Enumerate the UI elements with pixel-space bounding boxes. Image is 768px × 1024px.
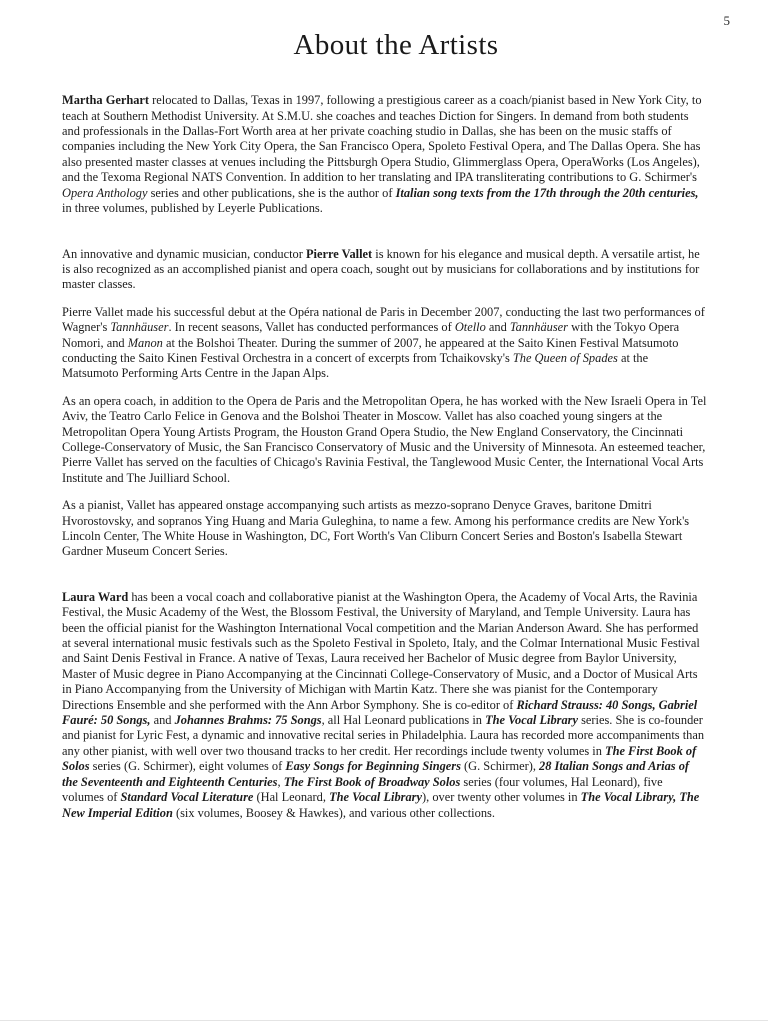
section-pierre-vallet (62, 247, 707, 560)
page-bottom-edge (0, 1020, 768, 1021)
bio-paragraph: Laura Ward has been a vocal coach and collaborative pianist at the Washington Opera, the Academy of Vocal Arts, the Ravinia Festival, the Music Academy of the West, the Blossom Festival, the University of Maryland, and Temple University. Laura has been the official pianist for the Washington International Vocal competition and the Marian Anderson Award. She has performed at several international music festivals such as the Spoleto Festival in Spoleto, Italy, and the Colmar International Music Festival and Saint Denis Festival in France. A native of Texas, Laura received her Bachelor of Music degree from Baylor University, Master of Music degree in Piano Accompanying at the Cincinnati College-Conservatory of Music, and a Doctor of Musical Arts in Piano Accompanying from the University of Michigan with Martin Katz. There she was pianist for the Contemporary Directions Ensemble and she performed with the Ann Arbor Symphony. She is co-editor of Richard Strauss: 40 Songs, Gabriel Fauré: 50 Songs, and Johannes Brahms: 75 Songs, all Hal Leonard publications in The Vocal Library series. She is co-founder and pianist for Lyric Fest, a dynamic and innovative recital series in Philadelphia. Laura has recorded more accompaniments than any other pianist, with well over two thousand tracks to her credit. Her recordings include twenty volumes in The First Book of Solos series (G. Schirmer), eight volumes of Easy Songs for Beginning Singers (G. Schirmer), 28 Italian Songs and Arias of the Seventeenth and Eighteenth Centuries, The First Book of Broadway Solos series (four volumes, Hal Leonard), five volumes of Standard Vocal Literature (Hal Leonard, The Vocal Library), over twenty other volumes in The Vocal Library, The New Imperial Edition (six volumes, Boosey & Hawkes), and various other collections. (62, 589, 705, 820)
bio-paragraph: Martha Gerhart relocated to Dallas, Texas in 1997, following a prestigious career as a coach/pianist based in New York City, to teach at Southern Methodist University. At S.M.U. she coaches and teaches Diction for Singers. In demand from both students and professionals in the Dallas-Fort Worth area at her private coaching studio in Dallas, she has been on the music staffs of companies including the New York City Opera, the San Francisco Opera, Spoleto Festival Opera, and The Dallas Opera. She has also presented master classes at venues including the Pittsburgh Opera Studio, Glimmerglass Opera, OperaWorks (Los Angeles), and the Texoma Regional NATS Convention. In addition to her translating and IPA transliterating contributions to G. Schirmer's Opera Anthology series and other publications, she is the author of Italian song texts from the 17th through the 20th centuries, in three volumes, published by Leyerle Publications. (62, 93, 702, 216)
page-title: About the Artists (293, 29, 499, 61)
bio-paragraph: As a pianist, Vallet has appeared onstage accompanying such artists as mezzo-soprano Denyce Graves, baritone Dmitri Hvorostovsky, and sopranos Ying Huang and Maria Guleghina, to name a few. Among his performance credits are New York's Lincoln Center, The White House in Washington, DC, Fort Worth's Van Cliburn Concert Series and Boston's Isabella Stewart Gardner Museum Concert Series. (62, 498, 690, 559)
bio-paragraph: An innovative and dynamic musician, conductor Pierre Vallet is known for his elegance and musical depth. A versatile artist, he is also recognized as an accomplished pianist and opera coach, sought out by musicians for collaborations and by institutions for master classes. (62, 246, 700, 292)
bio-paragraph: Pierre Vallet made his successful debut at the Opéra national de Paris in December 2007, conducting the last two performances of Wagner's Tannhäuser. In recent seasons, Vallet has conducted performances of Otello and Tannhäuser with the Tokyo Opera Nomori, and Manon at the Bolshoi Theater. During the summer of 2007, he appeared at the Saito Kinen Festival Matsumoto conducting the Saito Kinen Festival Orchestra in a concert of excerpts from Tchaikovsky's The Queen of Spades at the Matsumoto Performing Arts Centre in the Japan Alps. (62, 304, 705, 381)
bio-paragraph: As an opera coach, in addition to the Opera de Paris and the Metropolitan Opera, he has worked with the New Israeli Opera in Tel Aviv, the Teatro Carlo Felice in Genova and the Bolshoi Theater in Moscow. Vallet has also coached young singers at the Metropolitan Opera Young Artists Program, the Houston Grand Opera Studio, the New England Conservatory, the Cincinnati College-Conservatory of Music, the San Francisco Conservatory of Music and the University of Minnesota. An esteemed teacher, Pierre Vallet has served on the faculties of Chicago's Ravinia Festival, the Tanglewood Music Center, the International Vocal Arts Institute and The Juilliard School. (62, 393, 707, 485)
section-martha-gerhart (62, 93, 707, 216)
page-body (0, 93, 768, 821)
section-laura-ward (62, 590, 707, 821)
page-number: 5 (723, 13, 730, 28)
